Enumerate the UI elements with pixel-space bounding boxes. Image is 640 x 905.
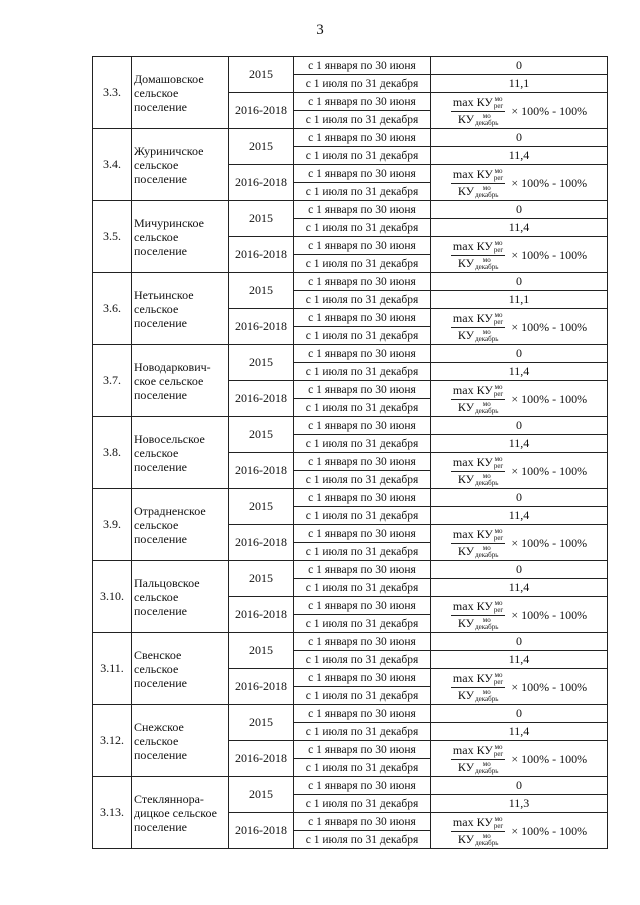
period-second-half: с 1 июля по 31 декабря (294, 75, 431, 93)
row-number: 3.11. (93, 633, 132, 705)
table-row (93, 345, 608, 363)
period-first-half: с 1 января по 30 июня (294, 273, 431, 291)
year-2015: 2015 (229, 633, 294, 669)
table-row (93, 777, 608, 795)
settlement-name: Отрадненское сельское поселение (132, 489, 229, 561)
period-first-half: с 1 января по 30 июня (294, 597, 431, 615)
period-second-half: с 1 июля по 31 декабря (294, 831, 431, 849)
value-second-half: 11,4 (431, 651, 608, 669)
settlement-name: Новодаркович-ское сельское поселение (132, 345, 229, 417)
period-first-half: с 1 января по 30 июня (294, 813, 431, 831)
year-2016-2018: 2016-2018 (229, 93, 294, 129)
period-first-half: с 1 января по 30 июня (294, 309, 431, 327)
period-first-half: с 1 января по 30 июня (294, 561, 431, 579)
row-number: 3.9. (93, 489, 132, 561)
growth-formula: max КУ мо рег КУ мо декабрь × 100% - 100% (431, 813, 608, 849)
period-second-half: с 1 июля по 31 декабря (294, 219, 431, 237)
growth-formula: max КУ мо рег КУ мо декабрь × 100% - 100% (431, 93, 608, 129)
settlement-name: Мичуринское сельское поселение (132, 201, 229, 273)
value-first-half: 0 (431, 705, 608, 723)
year-2016-2018: 2016-2018 (229, 381, 294, 417)
period-first-half: с 1 января по 30 июня (294, 525, 431, 543)
period-second-half: с 1 июля по 31 декабря (294, 471, 431, 489)
settlement-name: Снежское сельское поселение (132, 705, 229, 777)
period-first-half: с 1 января по 30 июня (294, 669, 431, 687)
period-first-half: с 1 января по 30 июня (294, 453, 431, 471)
year-2016-2018: 2016-2018 (229, 237, 294, 273)
row-number: 3.10. (93, 561, 132, 633)
settlement-name: Новосельское сельское поселение (132, 417, 229, 489)
settlement-name: Стекляннора-дицкое сельское поселение (132, 777, 229, 849)
period-first-half: с 1 января по 30 июня (294, 741, 431, 759)
growth-formula: max КУ мо рег КУ мо декабрь × 100% - 100% (431, 237, 608, 273)
row-number: 3.6. (93, 273, 132, 345)
period-second-half: с 1 июля по 31 декабря (294, 255, 431, 273)
period-first-half: с 1 января по 30 июня (294, 57, 431, 75)
table-row (93, 705, 608, 723)
year-2015: 2015 (229, 201, 294, 237)
settlement-name: Пальцовское сельское поселение (132, 561, 229, 633)
period-first-half: с 1 января по 30 июня (294, 417, 431, 435)
row-number: 3.8. (93, 417, 132, 489)
year-2015: 2015 (229, 705, 294, 741)
value-first-half: 0 (431, 633, 608, 651)
growth-formula: max КУ мо рег КУ мо декабрь × 100% - 100% (431, 453, 608, 489)
value-first-half: 0 (431, 273, 608, 291)
period-second-half: с 1 июля по 31 декабря (294, 363, 431, 381)
period-second-half: с 1 июля по 31 декабря (294, 651, 431, 669)
value-second-half: 11,4 (431, 723, 608, 741)
period-first-half: с 1 января по 30 июня (294, 777, 431, 795)
period-first-half: с 1 января по 30 июня (294, 201, 431, 219)
row-number: 3.12. (93, 705, 132, 777)
period-second-half: с 1 июля по 31 декабря (294, 795, 431, 813)
year-2016-2018: 2016-2018 (229, 597, 294, 633)
year-2016-2018: 2016-2018 (229, 741, 294, 777)
year-2015: 2015 (229, 273, 294, 309)
value-second-half: 11,4 (431, 435, 608, 453)
growth-formula: max КУ мо рег КУ мо декабрь × 100% - 100% (431, 669, 608, 705)
value-second-half: 11,4 (431, 579, 608, 597)
period-first-half: с 1 января по 30 июня (294, 93, 431, 111)
period-second-half: с 1 июля по 31 декабря (294, 147, 431, 165)
value-first-half: 0 (431, 417, 608, 435)
period-second-half: с 1 июля по 31 декабря (294, 507, 431, 525)
period-first-half: с 1 января по 30 июня (294, 165, 431, 183)
row-number: 3.7. (93, 345, 132, 417)
period-second-half: с 1 июля по 31 декабря (294, 759, 431, 777)
table-row (93, 417, 608, 435)
value-first-half: 0 (431, 129, 608, 147)
value-second-half: 11,4 (431, 363, 608, 381)
year-2016-2018: 2016-2018 (229, 525, 294, 561)
table-row (93, 489, 608, 507)
value-second-half: 11,4 (431, 219, 608, 237)
period-first-half: с 1 января по 30 июня (294, 345, 431, 363)
year-2015: 2015 (229, 129, 294, 165)
row-number: 3.4. (93, 129, 132, 201)
growth-formula: max КУ мо рег КУ мо декабрь × 100% - 100% (431, 309, 608, 345)
table-row (93, 633, 608, 651)
period-second-half: с 1 июля по 31 декабря (294, 435, 431, 453)
year-2015: 2015 (229, 345, 294, 381)
value-second-half: 11,4 (431, 147, 608, 165)
value-first-half: 0 (431, 345, 608, 363)
period-second-half: с 1 июля по 31 декабря (294, 183, 431, 201)
period-second-half: с 1 июля по 31 декабря (294, 579, 431, 597)
period-second-half: с 1 июля по 31 декабря (294, 327, 431, 345)
year-2016-2018: 2016-2018 (229, 669, 294, 705)
year-2016-2018: 2016-2018 (229, 309, 294, 345)
growth-formula: max КУ мо рег КУ мо декабрь × 100% - 100% (431, 165, 608, 201)
period-second-half: с 1 июля по 31 декабря (294, 111, 431, 129)
table-row (93, 129, 608, 147)
growth-formula: max КУ мо рег КУ мо декабрь × 100% - 100% (431, 381, 608, 417)
period-first-half: с 1 января по 30 июня (294, 381, 431, 399)
period-first-half: с 1 января по 30 июня (294, 237, 431, 255)
value-second-half: 11,1 (431, 291, 608, 309)
period-first-half: с 1 января по 30 июня (294, 129, 431, 147)
growth-formula: max КУ мо рег КУ мо декабрь × 100% - 100% (431, 741, 608, 777)
settlement-name: Нетьинское сельское поселение (132, 273, 229, 345)
year-2016-2018: 2016-2018 (229, 165, 294, 201)
table-row (93, 561, 608, 579)
year-2015: 2015 (229, 57, 294, 93)
value-first-half: 0 (431, 57, 608, 75)
row-number: 3.5. (93, 201, 132, 273)
year-2015: 2015 (229, 417, 294, 453)
period-second-half: с 1 июля по 31 декабря (294, 687, 431, 705)
growth-formula: max КУ мо рег КУ мо декабрь × 100% - 100% (431, 597, 608, 633)
settlement-name: Свенское сельское поселение (132, 633, 229, 705)
year-2015: 2015 (229, 777, 294, 813)
year-2016-2018: 2016-2018 (229, 453, 294, 489)
period-second-half: с 1 июля по 31 декабря (294, 399, 431, 417)
year-2016-2018: 2016-2018 (229, 813, 294, 849)
period-first-half: с 1 января по 30 июня (294, 489, 431, 507)
year-2015: 2015 (229, 489, 294, 525)
period-second-half: с 1 июля по 31 декабря (294, 291, 431, 309)
value-first-half: 0 (431, 489, 608, 507)
growth-formula: max КУ мо рег КУ мо декабрь × 100% - 100% (431, 525, 608, 561)
settlement-name: Домашовское сельское поселение (132, 57, 229, 129)
value-second-half: 11,4 (431, 507, 608, 525)
table-row (93, 57, 608, 75)
row-number: 3.3. (93, 57, 132, 129)
settlement-name: Журиничское сельское поселение (132, 129, 229, 201)
value-first-half: 0 (431, 777, 608, 795)
page-number: 3 (316, 22, 324, 38)
period-second-half: с 1 июля по 31 декабря (294, 723, 431, 741)
row-number: 3.13. (93, 777, 132, 849)
value-second-half: 11,3 (431, 795, 608, 813)
period-first-half: с 1 января по 30 июня (294, 705, 431, 723)
table-row (93, 201, 608, 219)
year-2015: 2015 (229, 561, 294, 597)
period-second-half: с 1 июля по 31 декабря (294, 543, 431, 561)
value-second-half: 11,1 (431, 75, 608, 93)
value-first-half: 0 (431, 201, 608, 219)
table-row (93, 273, 608, 291)
tariff-growth-table (92, 56, 608, 849)
period-first-half: с 1 января по 30 июня (294, 633, 431, 651)
period-second-half: с 1 июля по 31 декабря (294, 615, 431, 633)
value-first-half: 0 (431, 561, 608, 579)
